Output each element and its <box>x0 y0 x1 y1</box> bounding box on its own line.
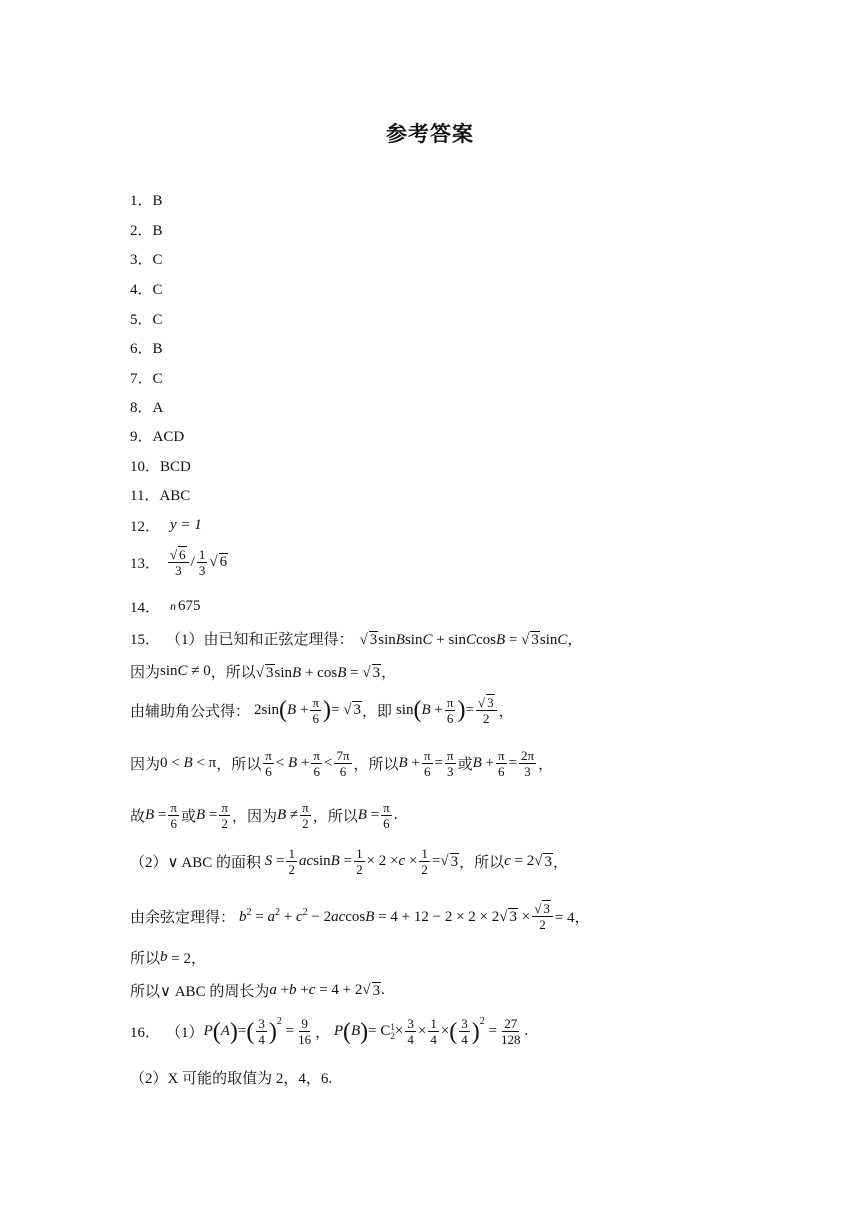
text: 因为 <box>130 757 161 773</box>
separator: / <box>190 553 195 570</box>
text: ，即 <box>361 703 392 720</box>
text: ，所以 <box>312 809 358 825</box>
answer-item <box>130 222 163 240</box>
text: ，所以 <box>353 757 399 773</box>
fraction: $\frac{1}{3}$ <box>198 546 206 578</box>
q15-line-2: 因为 sinC ≠ 0 ，所以 √ 3sinB + cosB = √ 3， <box>130 661 396 682</box>
answer-value: B <box>152 193 163 209</box>
answer-number: 13． <box>130 555 161 572</box>
q15-line-3: 由辅助角公式得： 2sin ( B + $\frac{\pi}{6}$ ) = √ 3 ，即 sin ( B + $\frac{\pi}{6}$ ) = √ $\frac{3}{2}$ ， <box>130 694 514 726</box>
text: 所以 <box>130 951 161 967</box>
answer-value: ACD <box>152 429 185 445</box>
text: 由余弦定理得： <box>130 909 236 926</box>
answer-number: 5． <box>130 312 153 328</box>
answer-value: BCD <box>160 459 191 475</box>
answer-item <box>130 399 163 417</box>
answer-number: 6． <box>130 341 153 357</box>
answer-13: 13． √ $\frac{6}{3}$ / $\frac{1}{3}$ √ 6 <box>130 546 228 578</box>
q16-line-1: 16． （1） P ( A ) = ( $\frac{3}{4}$ ) $^2$ = $\frac{9}{16}$ ， P ( B ) = C 1 2 × $\frac{3}{4}$ × $\frac{1}{4}$ × ( $\frac{3}{4}$ ) $^2$ = $\frac{27}{128}$ . <box>130 1016 529 1047</box>
part-label: （1） <box>166 632 204 648</box>
answer-item <box>130 428 184 446</box>
q16-line-2 <box>130 1067 332 1088</box>
answer-item <box>130 192 163 210</box>
q15-line-6: （2） ∨ ABC 的面积 S = $\frac{1}{2}$ ac sin B = $\frac{1}{2}$ × 2 × c × $\frac{1}{2}$ = √ 3 ，所以 c = 2 √ 3 ， <box>130 846 568 877</box>
answer-number: 11． <box>130 488 160 504</box>
answer-item <box>130 487 190 505</box>
answer-12 <box>130 515 202 536</box>
answer-number: 1． <box>130 193 153 209</box>
part-label: （2） <box>130 1071 168 1087</box>
q15-line-5: 故 B = $\frac{\pi}{6}$ 或 B = $\frac{\pi}{2}$ ，因为 B ≠ $\frac{\pi}{2}$ ，所以 B = $\frac{\pi}{6}$ . <box>130 800 398 831</box>
text: ，所以 <box>459 855 505 871</box>
text: 或 <box>180 809 196 825</box>
answer-value: A <box>152 400 164 416</box>
q15-line-8: 所以 b = 2， <box>130 949 206 967</box>
answer-value: C <box>152 282 163 298</box>
answer-value: ABC <box>159 488 191 504</box>
answer-value: C <box>152 312 163 328</box>
answer-item <box>130 370 163 388</box>
answer-value: C <box>152 371 163 387</box>
fraction: √ $\frac{6}{3}$ <box>168 546 189 578</box>
answer-number: 4． <box>130 282 153 298</box>
answer-value: 675 <box>178 598 201 614</box>
part-label: （1） <box>166 1025 204 1041</box>
text: 故 <box>130 809 146 825</box>
answer-number: 7． <box>130 371 153 387</box>
answer-item <box>130 458 191 476</box>
answer-item <box>130 281 163 299</box>
q15-line-1: 15． （1） 由已知和正弦定理得： √ 3sinBsinC + sinCcosB = √ 3sinC， <box>130 628 582 649</box>
text: 由辅助角公式得： <box>130 703 251 720</box>
text: 因为 <box>130 665 161 681</box>
page-title: 参考答案 <box>386 122 474 146</box>
text: ，因为 <box>231 809 277 825</box>
variable-n: n <box>170 599 177 613</box>
answer-item <box>130 311 163 329</box>
text: ，所以 <box>210 665 256 681</box>
answer-number: 15． <box>130 632 161 648</box>
answer-14 <box>130 596 201 617</box>
answer-number: 16． <box>130 1025 161 1041</box>
answer-value: B <box>152 223 163 239</box>
answer-item <box>130 340 163 358</box>
answer-value: B <box>152 341 163 357</box>
answer-number: 2． <box>130 223 153 239</box>
text: X 可能的取值为 2，4，6. <box>167 1071 333 1087</box>
text: ，所以 <box>216 757 262 773</box>
answer-number: 9． <box>130 429 153 445</box>
q15-line-7: 由余弦定理得： $b^2 = a^2 + c^2 - 2accosB = 4 + 12 - 2 \times 2 \times 2√$ 3 × √ $\frac{3}{2}$ = 4， <box>130 900 590 932</box>
answer-item <box>130 251 163 269</box>
answer-number: 14． <box>130 600 161 616</box>
part-label: （2） <box>130 855 168 871</box>
q15-line-9: 所以∨ ABC 的周长为 a + b + c = 4 + 2 √ 3 . <box>130 980 385 1001</box>
answer-number: 3． <box>130 252 153 268</box>
text: 所以∨ ABC 的周长为 <box>130 984 270 1000</box>
answer-value: y = 1 <box>170 517 202 533</box>
answer-number: 12． <box>130 519 161 535</box>
text: 或 <box>457 757 473 773</box>
answer-number: 8． <box>130 400 153 416</box>
text: 由已知和正弦定理得： <box>203 632 354 648</box>
answer-value: C <box>152 252 163 268</box>
answer-number: 10． <box>130 459 161 475</box>
text: ∨ ABC 的面积 <box>167 855 262 871</box>
q15-line-4: 因为 0 < B < π ，所以 $\frac{\pi}{6}$ < B + $\frac{\pi}{6}$ < $\frac{7\pi}{6}$ ，所以 B + $\frac{\pi}{6}$ = $\frac{\pi}{3}$ 或 B + $\frac{\pi}{6}$ = $\frac{2\pi}{3}$ ， <box>130 748 554 779</box>
